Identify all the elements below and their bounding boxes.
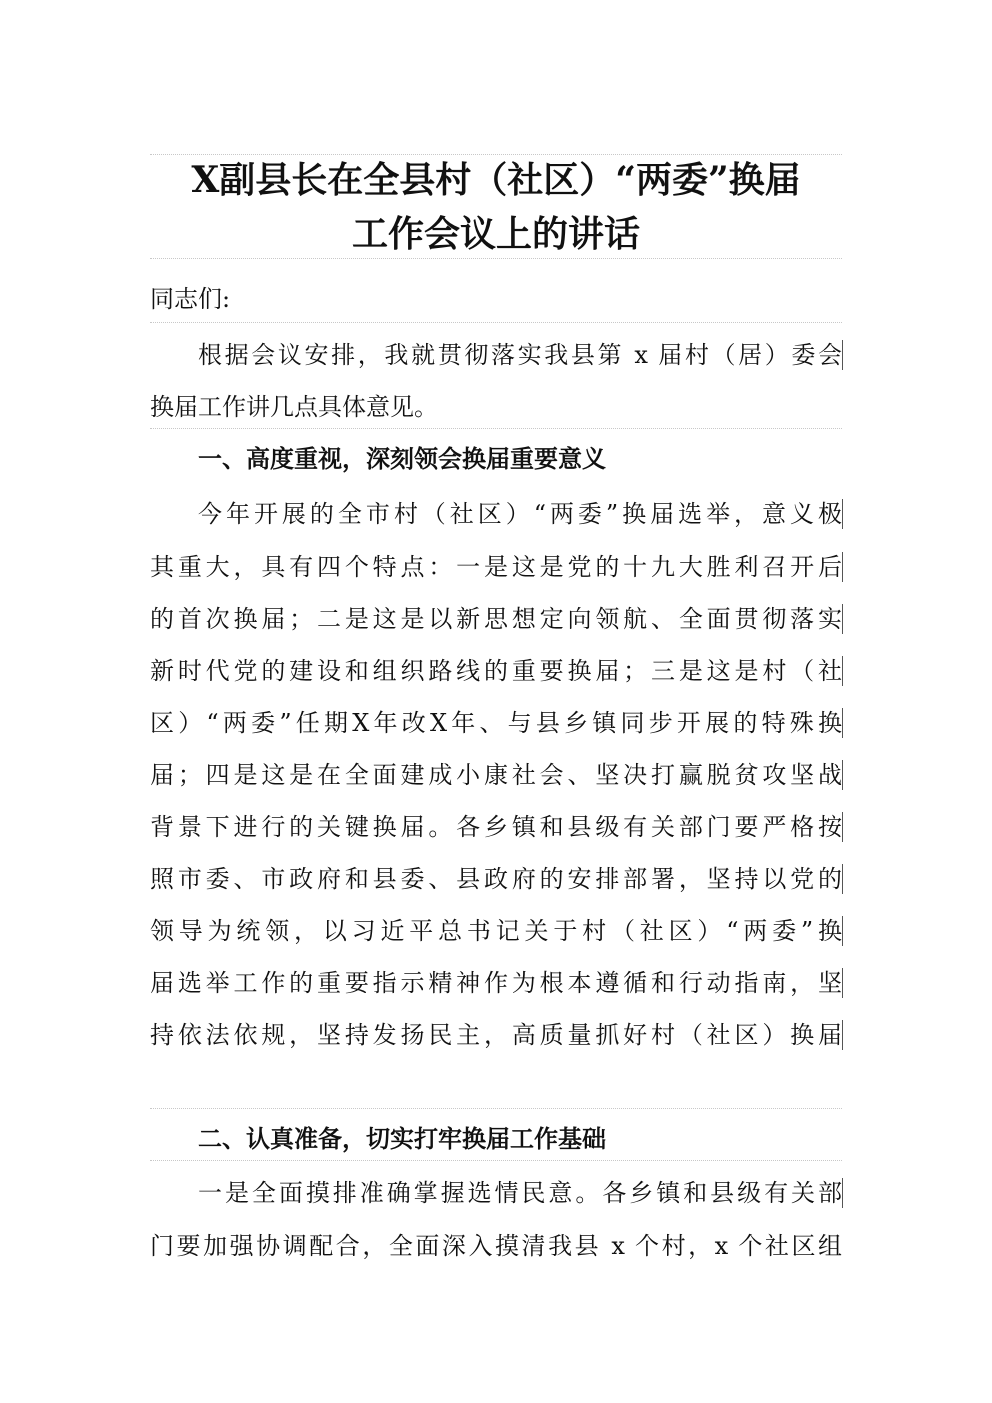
section-2-line: 门要加强协调配合，全面深入摸清我县 x 个村，x 个社区组 bbox=[150, 1232, 842, 1260]
section-1-line: 其重大，具有四个特点：一是这是党的十九大胜利召开后 bbox=[150, 553, 842, 581]
section-1-line: 持依法依规，坚持发扬民主，高质量抓好村（社区）换届 bbox=[150, 1021, 842, 1049]
margin-tick bbox=[842, 604, 843, 634]
section-2-heading: 二、认真准备，切实打牢换届工作基础 bbox=[198, 1124, 606, 1153]
margin-tick bbox=[842, 708, 843, 738]
margin-tick bbox=[842, 812, 843, 842]
title-line-2: 工作会议上的讲话 bbox=[351, 213, 640, 255]
section-1-line: 背景下进行的关键换届。各乡镇和县级有关部门要严格按 bbox=[150, 813, 842, 841]
title-line-1: X副县长在全县村（社区）“两委”换届 bbox=[191, 159, 801, 201]
margin-tick bbox=[842, 1178, 843, 1208]
dotted-rule bbox=[150, 1160, 842, 1161]
section-1-line: 的首次换届；二是这是以新思想定向领航、全面贯彻落实 bbox=[150, 605, 842, 633]
section-1-line: 区）“两委”任期X年改X年、与县乡镇同步开展的特殊换 bbox=[150, 709, 842, 737]
intro-line-2: 换届工作讲几点具体意见。 bbox=[150, 393, 438, 421]
dotted-rule bbox=[150, 154, 842, 155]
section-1-line: 新时代党的建设和组织路线的重要换届；三是这是村（社 bbox=[150, 657, 842, 685]
dotted-rule bbox=[150, 258, 842, 259]
section-1-line: 照市委、市政府和县委、县政府的安排部署，坚持以党的 bbox=[150, 865, 842, 893]
margin-tick bbox=[842, 916, 843, 946]
margin-tick bbox=[842, 760, 843, 790]
section-2-line: 一是全面摸排准确掌握选情民意。各乡镇和县级有关部 bbox=[198, 1179, 842, 1207]
margin-tick bbox=[842, 656, 843, 686]
intro-line-1: 根据会议安排，我就贯彻落实我县第 x 届村（居）委会 bbox=[198, 341, 842, 369]
margin-tick bbox=[842, 968, 843, 998]
section-1-line: 领导为统领，以习近平总书记关于村（社区）“两委”换 bbox=[150, 917, 842, 945]
margin-tick bbox=[842, 1020, 843, 1050]
margin-tick bbox=[842, 340, 843, 370]
margin-tick bbox=[842, 864, 843, 894]
margin-tick bbox=[842, 499, 843, 529]
dotted-rule bbox=[150, 1108, 842, 1109]
section-1-line: 届；四是这是在全面建成小康社会、坚决打赢脱贫攻坚战 bbox=[150, 761, 842, 789]
dotted-rule bbox=[150, 322, 842, 323]
dotted-rule bbox=[150, 428, 842, 429]
salutation: 同志们: bbox=[150, 285, 231, 313]
section-1-heading: 一、高度重视，深刻领会换届重要意义 bbox=[198, 444, 606, 473]
section-1-line: 今年开展的全市村（社区）“两委”换届选举，意义极 bbox=[198, 500, 842, 528]
margin-tick bbox=[842, 552, 843, 582]
section-1-line: 届选举工作的重要指示精神作为根本遵循和行动指南，坚 bbox=[150, 969, 842, 997]
